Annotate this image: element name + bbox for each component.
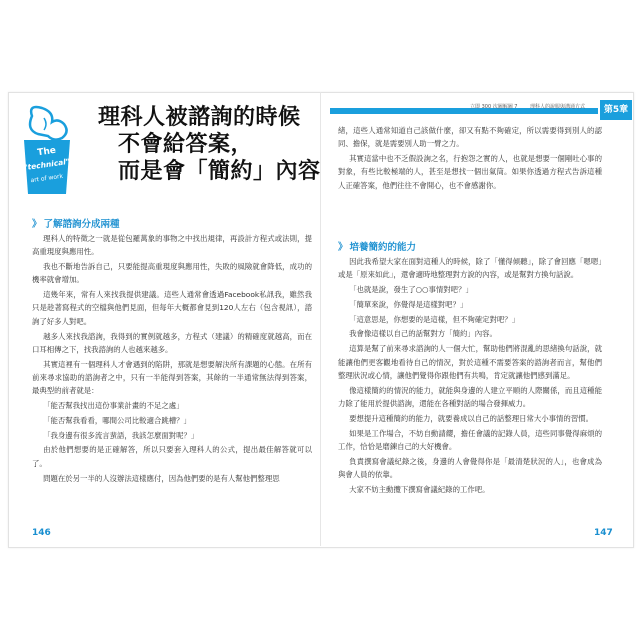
paragraph: 這幾年來，常有人來找我提供建議。這些人通常會透過Facebook私訊我，雖然我只是趁著寫程式的空檔與他們見面，但每年大概都會見到120人左右（包含視訊），諮詢了好多人對吧。 [32, 290, 312, 326]
logo-line-1: The [36, 145, 57, 159]
paragraph: 如果是工作場合，不妨自動請纓，擔任會議的記錄人員，這些同事覺得麻煩的工作，恰恰是磨鍊自己的大好機會。 [338, 428, 602, 451]
logo-line-3: art of work [30, 172, 64, 185]
chapter-tab: 第5章 [600, 100, 632, 120]
section-heading-1: 》 了解諮詢分成兩種 [32, 219, 120, 230]
header-book-title: 立即 300 次圖解圖 7 [470, 104, 518, 110]
paragraph: 其實這當中也不乏假設詢之名，行抱怨之實的人，也就是想要一個剛吐心事的對象，有些比較極端的人，甚至是想找一個出氣筒。如果你透過方程式告訴這種人正確答案，他們往往不會開心，也不會感謝你。 [338, 154, 602, 190]
page-number-right: 147 [594, 528, 613, 538]
right-body-text-top [338, 124, 602, 193]
quote-line: 「我身邊有很多流言蜚語，我該怎麼面對呢？」 [43, 430, 199, 440]
section-mark: 》 [32, 219, 42, 230]
left-body-text [32, 232, 312, 486]
technical-art-logo [18, 104, 76, 200]
page-number-left: 146 [32, 528, 51, 538]
quote-line: 「這意思是，你想要的是這樣，但不夠確定對吧？」 [349, 314, 520, 324]
quote-line: 「能否幫我看看，哪間公司比較適合跳槽？」 [43, 415, 191, 425]
paragraph: 越多人來找我諮詢，我得到的實例就越多，方程式（建議）的精確度就越高，而在口耳相傳之下，找我諮詢的人也越來越多。 [32, 331, 312, 354]
right-body-text [338, 255, 602, 498]
chapter-title [78, 104, 321, 185]
title-line-3: 而是會「簡約」內容 [118, 159, 321, 184]
paragraph: 要想提升這種簡約的能力，就要養成以自己的話整理日常大小事情的習慣。 [349, 413, 593, 423]
title-line-2: 不會給答案， [118, 132, 254, 157]
paragraph: 問題在於另一半的人沒辦法這樣應付，因為他們要的是有人幫他們整理思 [43, 473, 280, 483]
paragraph: 理科人的特徵之一就是從包羅萬象的事物之中找出規律，再設計方程式或法則，提高重現度與應用性。 [32, 234, 312, 257]
quote-line: 「能否幫我找出這份事業計畫的不足之處」 [43, 401, 184, 411]
logo-line-2: "technical" [23, 156, 71, 173]
paragraph: 大家不妨主動攬下撰寫會議紀錄的工作吧。 [349, 484, 490, 494]
paragraph: 像這樣簡約的情況的能力，就能與身邊的人建立平順的人際關係，而且這種能力除了能用於提供諮詢，還能在各種對話的場合發揮威力。 [338, 385, 602, 408]
flexed-arm-icon [30, 107, 67, 140]
paragraph: 其實這裡有一個理科人才會遇到的陷阱，那就是想要解決所有課題的心態。在所有前來尋求協助的諮詢者之中，只有一半能得到答案，其餘的一半通常無法得到答案，最典型的前者就是： [32, 359, 312, 396]
title-line-1: 理科人被諮詢的時候 [98, 105, 301, 130]
paragraph: 由於他們想要的是正確解答，所以只要套入理科人的公式，提出最佳解答就可以了。 [32, 445, 312, 468]
paragraph: 負責撰寫會議紀錄之後，身邊的人會覺得你是「最清楚狀況的人」，也會成為與會人員的依靠。 [338, 456, 602, 479]
quote-line: 「簡單來說，你覺得是這樣對吧？」 [349, 299, 468, 309]
paragraph: 這算是幫了前來尋求諮詢的人一個大忙，幫助他們將混亂的思緒換句話說，就能讓他們更客觀地看待自己的情況，對於這種不需要答案的諮詢者而言，幫他們整理狀況或心情，讓他們覺得你跟他們有共鳴，肯定就讓他們感到滿足。 [338, 344, 602, 380]
paragraph: 因此我希望大家在面對這種人的時候，除了「懂得傾聽」，除了會回應「嗯嗯」或是「原來如此」，還會適時地整理對方說的內容，或是幫對方換句話說。 [338, 257, 602, 280]
section-heading-2: 》 培養簡約的能力 [338, 242, 417, 253]
quote-line: 「也就是說，發生了○○事情對吧？」 [349, 285, 473, 295]
header-chapter-title: 理科人的說服與溝通方式 [530, 104, 586, 110]
paragraph: 緒，這些人通常知道自己該做什麼，卻又有點不夠確定，所以需要得到別人的認同、擔保，就是需要別人助一臂之力。 [338, 126, 602, 149]
paragraph: 我會像這樣以自己的話幫對方「簡約」內容。 [349, 329, 497, 339]
paragraph: 我也不斷地告訴自己，只要能提高重現度與應用性，失敗的風險就會降低，成功的機率就會增加。 [32, 262, 312, 285]
